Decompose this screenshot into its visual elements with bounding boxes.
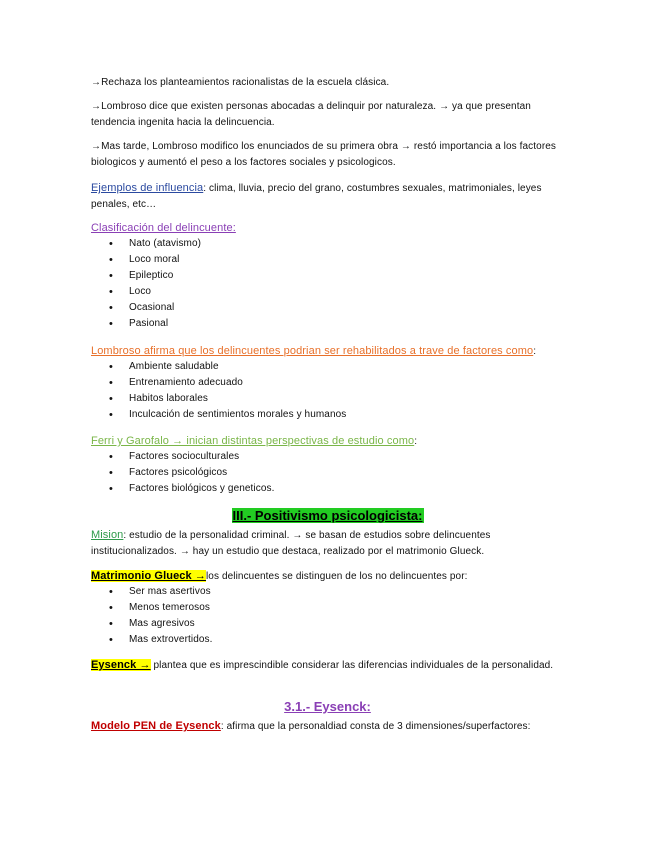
list-item: • Ser mas asertivos: [91, 584, 213, 600]
pen-text: : afirma que la personaldiad consta de 3 dimensiones/superfactores:: [220, 721, 531, 732]
glueck-text: los delincuentes se distinguen de los no delincuentes por:: [205, 571, 468, 582]
list-item: • Factores socioculturales: [91, 449, 275, 465]
list-item: • Pasional: [91, 316, 201, 332]
list-item: • Entrenamiento adecuado: [91, 375, 346, 391]
paragraph-modelo-pen: [91, 718, 561, 735]
paragraph-lombroso-naturaleza: →Lombroso dice que existen personas abocadas a delinquir por naturaleza. → ya que presentan tendencia ingenita hacia la delincuencia.: [91, 101, 531, 128]
list-item: • Nato (atavismo): [91, 236, 201, 252]
clasificacion-list: [91, 236, 201, 332]
list-item: • Habitos laborales: [91, 391, 346, 407]
section-31-title-text: 3.1.- Eysenck:: [284, 699, 371, 714]
list-item: • Inculcación de sentimientos morales y humanos: [91, 407, 346, 423]
rehabilitacion-heading: [91, 343, 561, 360]
list-item: • Loco: [91, 284, 201, 300]
section-iii-title-text: III.- Positivismo psicologicista:: [232, 508, 423, 523]
paragraph-eysenck: [91, 657, 561, 674]
list-item: • Ocasional: [91, 300, 201, 316]
mision-label: Mision: [91, 529, 124, 541]
ejemplos-text: : clima, lluvia, precio del grano, costumbres sexuales, matrimoniales, leyes penales, etc…: [91, 183, 542, 210]
list-item: • Loco moral: [91, 252, 201, 268]
list-item: • Epileptico: [91, 268, 201, 284]
glueck-label: Matrimonio Glueck →: [91, 570, 206, 582]
glueck-list: [91, 584, 213, 648]
list-item: • Factores psicológicos: [91, 465, 275, 481]
paragraph-ejemplos-influencia: [91, 180, 561, 213]
list-item: • Factores biológicos y geneticos.: [91, 481, 275, 497]
paragraph-glueck: [91, 568, 561, 585]
mision-text: : estudio de la personalidad criminal. → se basan de estudios sobre delincuentes institucionalizados. → hay un estudio que destaca, realizado por el matrimonio Glueck.: [91, 530, 491, 557]
ejemplos-label: Ejemplos de influencia: [91, 182, 204, 194]
list-item: • Ambiente saludable: [91, 359, 346, 375]
pen-label: Modelo PEN de Eysenck: [91, 720, 221, 732]
clasificacion-heading-text: Clasificación del delincuente:: [91, 222, 236, 234]
ferri-heading: [91, 433, 561, 450]
section-iii-title: [0, 507, 655, 525]
list-item: • Mas extrovertidos.: [91, 632, 213, 648]
paragraph-lombroso-modifico: →Mas tarde, Lombroso modifico los enunciados de su primera obra → restó importancia a los factores biologicos y aumentó el peso a los factores sociales y psicologicos.: [91, 141, 557, 168]
paragraph-rechaza: →Rechaza los planteamientos racionalistas de la escuela clásica.: [91, 77, 390, 88]
eysenck-text: plantea que es imprescindible considerar las diferencias individuales de la personalidad.: [150, 660, 554, 671]
ferri-list: [91, 449, 275, 497]
list-item: • Mas agresivos: [91, 616, 213, 632]
section-31-title: [0, 698, 655, 716]
ferri-heading-text: Ferri y Garofalo → inician distintas perspectivas de estudio como: [91, 435, 415, 447]
clasificacion-heading: [91, 220, 561, 237]
rehabilitacion-colon: :: [533, 346, 537, 357]
eysenck-label: Eysenck →: [91, 659, 151, 671]
paragraph-mision: [91, 527, 561, 560]
ferri-colon: :: [414, 436, 418, 447]
list-item: • Menos temerosos: [91, 600, 213, 616]
rehabilitacion-list: [91, 359, 346, 423]
rehabilitacion-heading-text: Lombroso afirma que los delincuentes podrian ser rehabilitados a trave de factores como: [91, 345, 534, 357]
